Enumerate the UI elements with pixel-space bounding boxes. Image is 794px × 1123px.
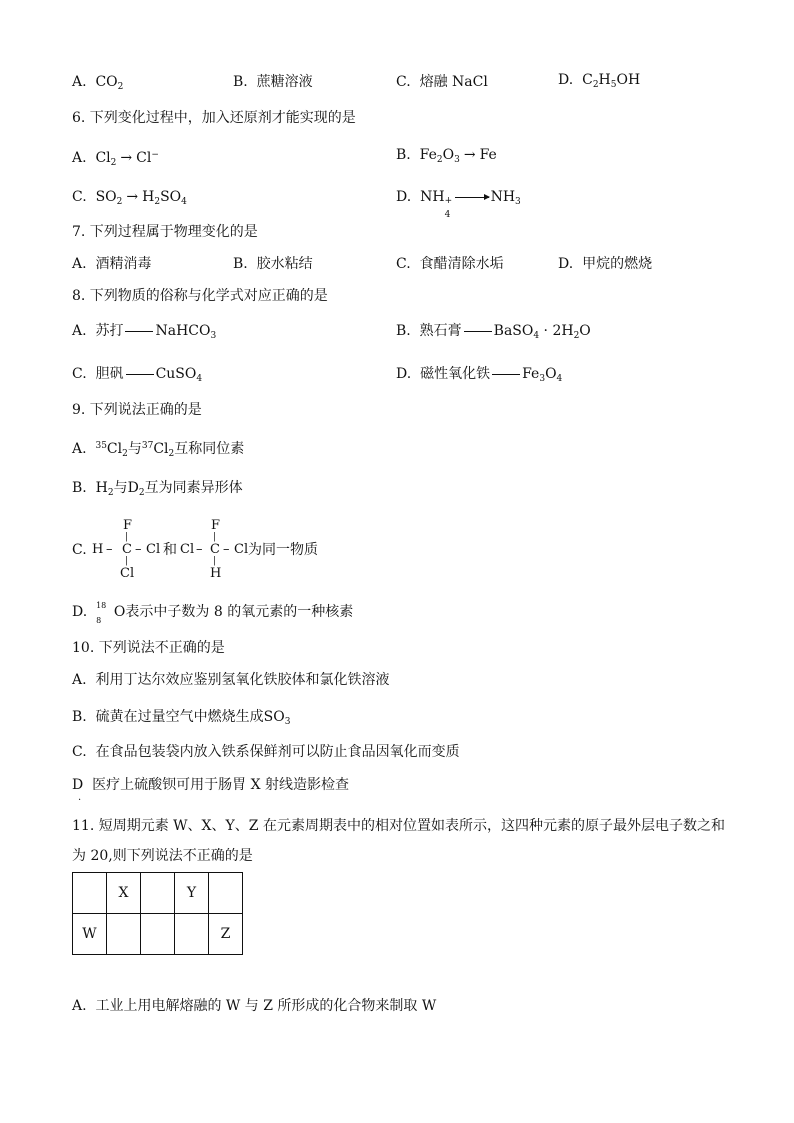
q10-option-a: A. 利用丁达尔效应鉴别氢氧化铁胶体和氯化铁溶液 xyxy=(72,672,390,688)
q9-option-c-and: 和 xyxy=(163,542,177,558)
q8-option-b: B. 熟石膏 BaSO$_4$ · $2H_2O$ xyxy=(396,323,591,341)
q6-option-c: C. $SO_2 \to H_2SO_4$ xyxy=(72,189,187,207)
q10-option-c: C. 在食品包装袋内放入铁系保鲜剂可以防止食品因氧化而变质 xyxy=(72,744,460,760)
q9-option-b: B. $H_2$与$D_2$互为同素异形体 xyxy=(72,480,243,498)
table-cell: Y xyxy=(175,873,209,914)
q11-stem-line1: 11. 短周期元素 W、X、Y、Z 在元素周期表中的相对位置如表所示，这四种元素的原子最外层电子数之和 xyxy=(72,818,725,834)
q11-option-a: A. 工业上用电解熔融的 W 与 Z 所形成的化合物来制取 W xyxy=(72,998,437,1014)
q10-stem: 10. 下列说法不正确的是 xyxy=(72,640,225,656)
structural-formula-1: F | H – C – Cl | Cl xyxy=(92,518,161,581)
q7-option-b: B. 胶水粘结 xyxy=(233,256,313,272)
table-row xyxy=(73,914,243,955)
q5-option-b: B. 蔗糖溶液 xyxy=(233,74,313,90)
q7-option-c: C. 食醋清除水垢 xyxy=(396,256,504,272)
q10-option-d: D 医疗上硫酸钡可用于肠胃 X 射线造影检查 xyxy=(72,777,350,793)
q8-stem: 8. 下列物质的俗称与化学式对应正确的是 xyxy=(72,288,328,304)
q10-option-b: B. 硫黄在过量空气中燃烧生成$SO_3$ xyxy=(72,709,291,727)
q7-option-a: A. 酒精消毒 xyxy=(72,256,152,272)
q6-stem: 6. 下列变化过程中，加入还原剂才能实现的是 xyxy=(72,110,356,126)
table-cell xyxy=(73,873,107,914)
periodic-table-fragment xyxy=(72,872,243,955)
q7-stem: 7. 下列过程属于物理变化的是 xyxy=(72,224,258,240)
table-cell xyxy=(141,873,175,914)
table-cell: Z xyxy=(209,914,243,955)
long-arrow-icon xyxy=(455,197,489,198)
q7-option-d: D. 甲烷的燃烧 xyxy=(558,256,653,272)
q10-option-d-dot: . xyxy=(78,792,82,803)
q6-option-b: B. $Fe_2O_3 \to Fe$ xyxy=(396,147,497,165)
q5-option-a: A. $CO_2$ xyxy=(72,74,124,92)
q9-option-c-tail: 为同一物质 xyxy=(248,542,318,558)
table-cell xyxy=(107,914,141,955)
table-cell xyxy=(209,873,243,914)
table-cell: W xyxy=(73,914,107,955)
q5-option-c: C. 熔融 NaCl xyxy=(396,74,488,90)
q6-option-d: D. NH + 4 $NH_3$ xyxy=(396,189,521,220)
q9-stem: 9. 下列说法正确的是 xyxy=(72,402,202,418)
q9-option-d: D. 18 8 O表示中子数为 8 的氧元素的一种核素 xyxy=(72,601,354,625)
q8-option-a: A. 苏打 NaHCO$_3$ xyxy=(72,323,217,341)
q5-option-d: D. $C_2H_5OH$ xyxy=(558,72,641,90)
q8-option-d: D. 磁性氧化铁 $Fe_3O_4$ xyxy=(396,366,563,384)
table-row xyxy=(73,873,243,914)
q6-option-a: A. $Cl_2 \to Cl^-$ xyxy=(72,150,159,168)
table-cell xyxy=(141,914,175,955)
q8-option-c: C. 胆矾 CuSO$_4$ xyxy=(72,366,203,384)
table-cell: X xyxy=(107,873,141,914)
table-cell xyxy=(175,914,209,955)
structural-formula-2: F | Cl – C – Cl | H xyxy=(180,518,249,581)
q9-option-a: A. $^{35}Cl_2$与$^{37}Cl_2$互称同位素 xyxy=(72,441,245,459)
q9-option-c-label: C. xyxy=(72,542,87,558)
q11-stem-line2: 为 20,则下列说法不正确的是 xyxy=(72,848,253,864)
